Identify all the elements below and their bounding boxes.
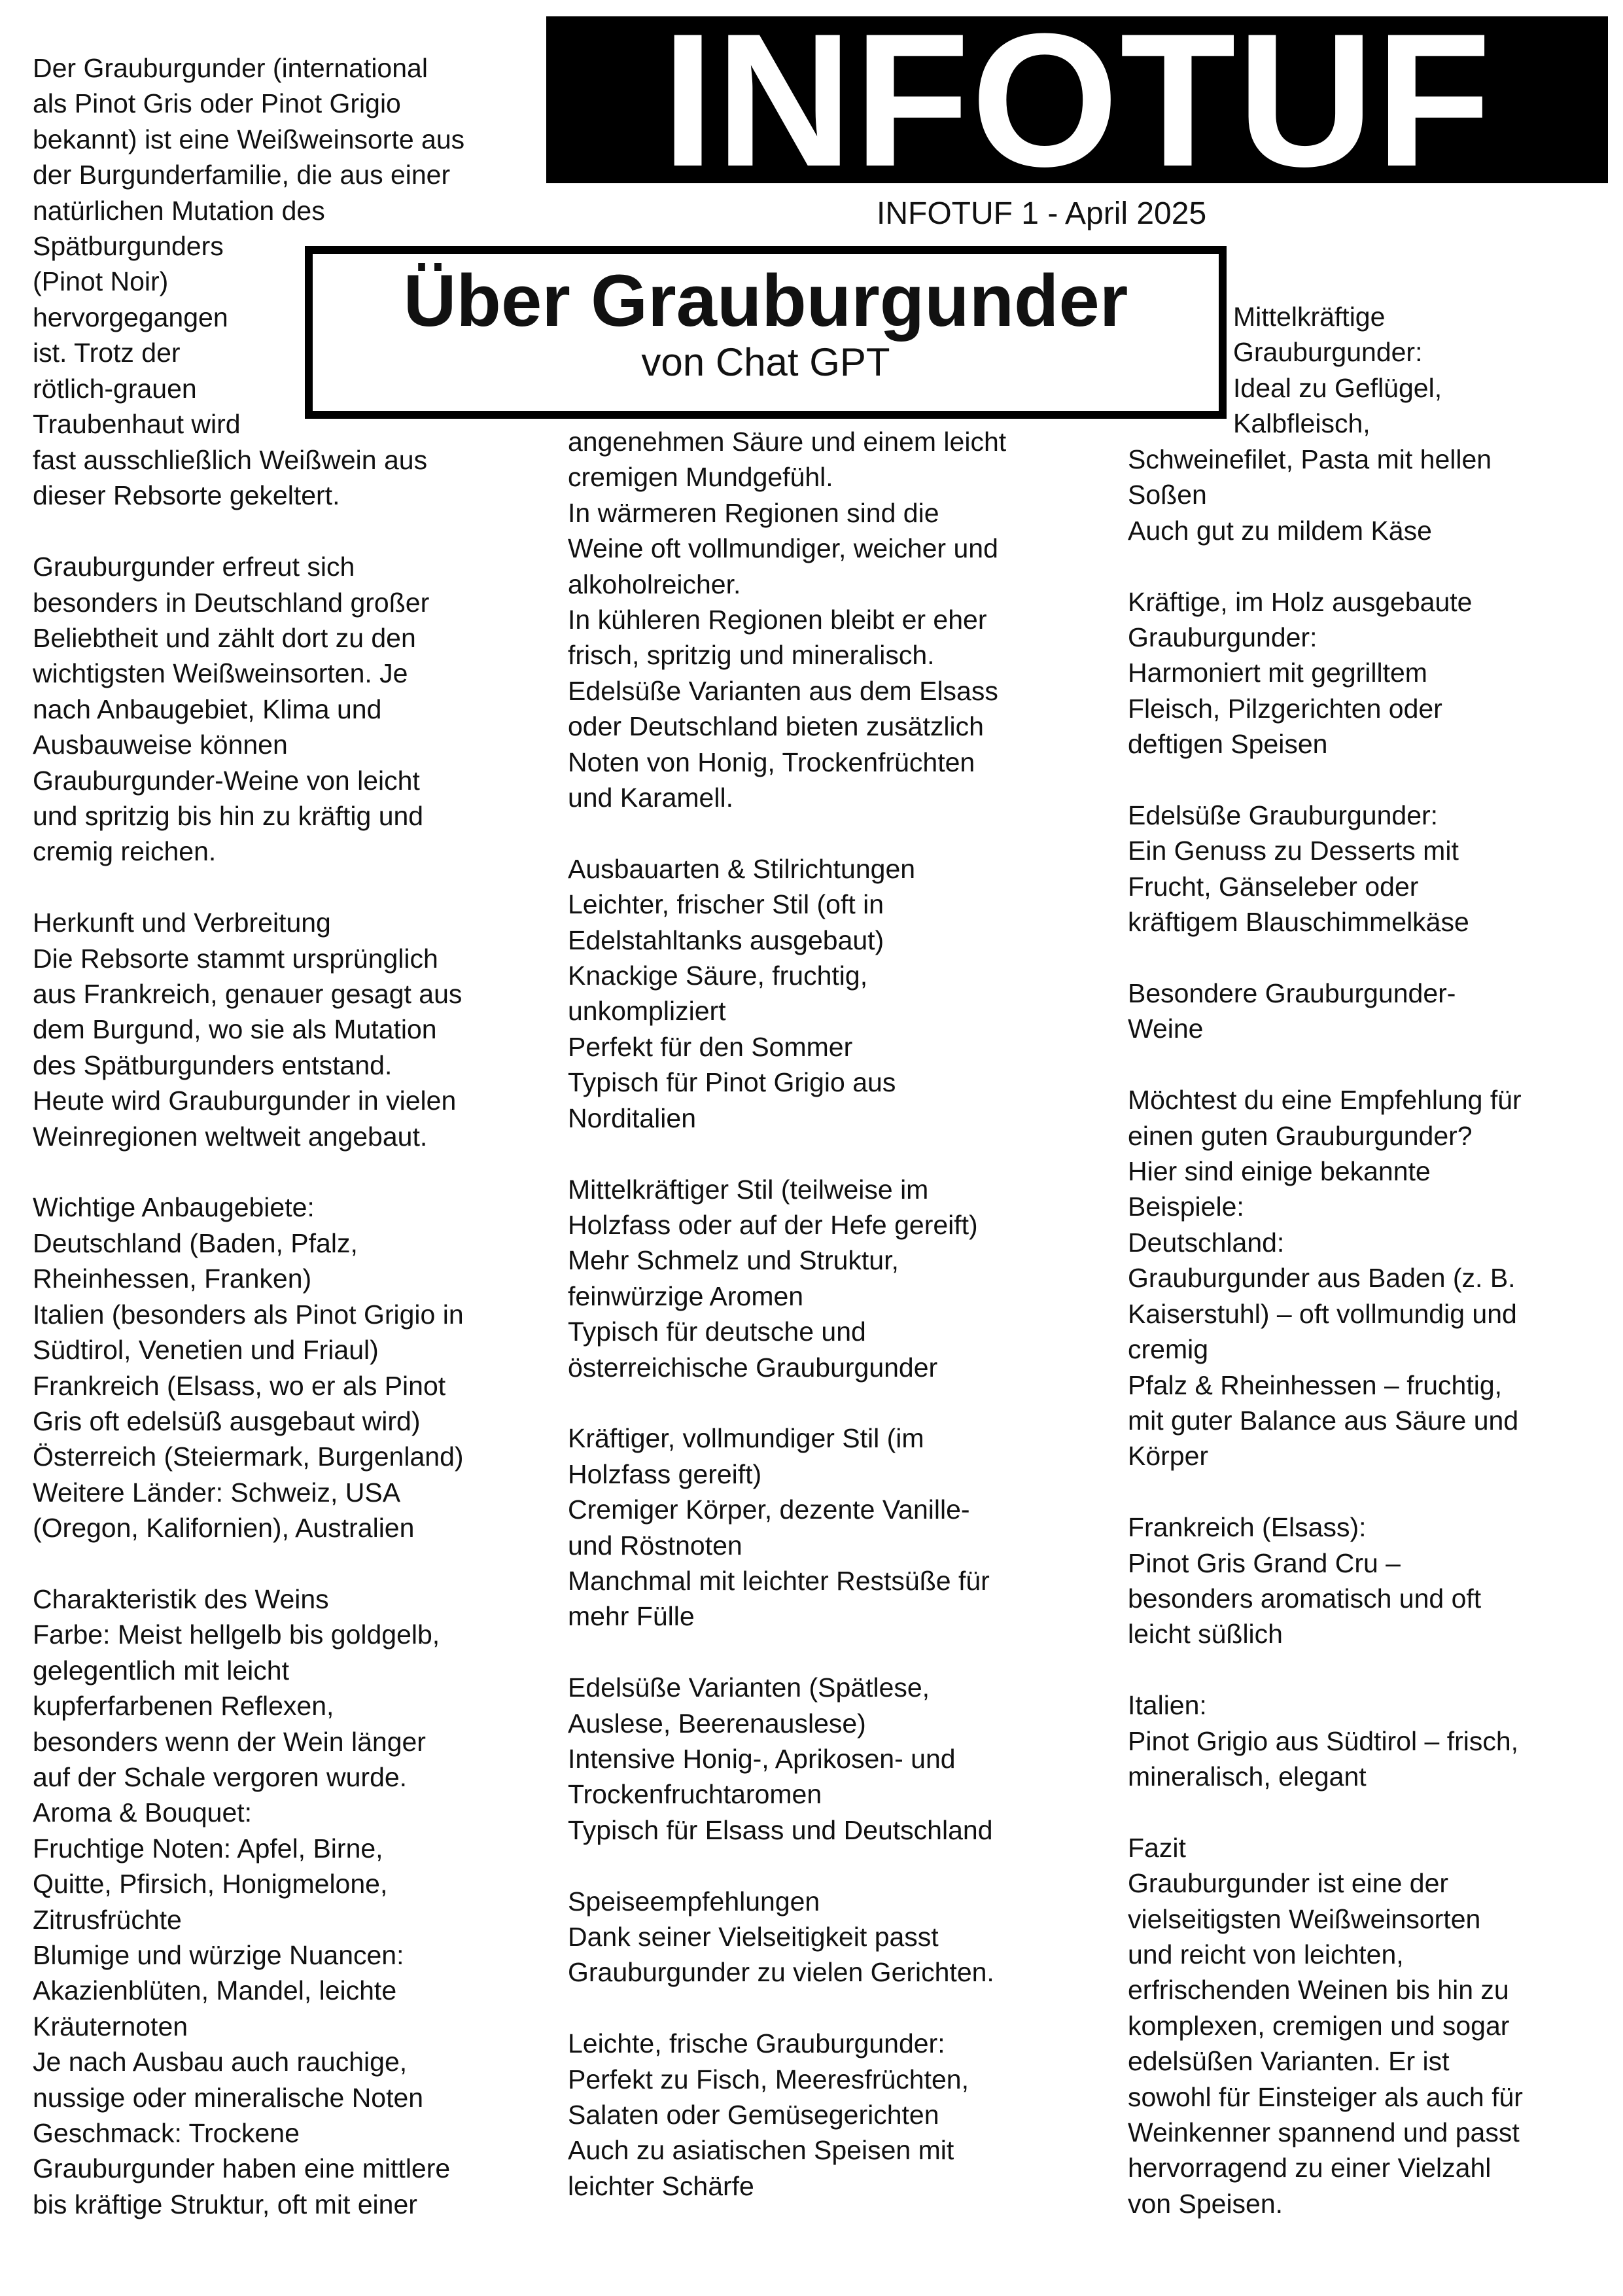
paragraph-gap <box>1128 1794 1523 1829</box>
text-line: Herkunft und Verbreitung <box>33 908 331 938</box>
text-line: Weine oft vollmundiger, weicher und <box>568 533 998 564</box>
text-line: Leichter, frischer Stil (oft in <box>568 889 884 920</box>
text-line: kupferfarbenen Reflexen, <box>33 1691 334 1722</box>
text-line: Weinkenner spannend und passt <box>1128 2117 1520 2147</box>
text-line: (Pinot Noir) <box>33 266 169 297</box>
text-line: Fleisch, Pilzgerichten oder <box>1128 693 1442 724</box>
text-line: frisch, spritzig und mineralisch. <box>568 640 935 671</box>
paragraph-gap <box>1128 1047 1523 1082</box>
text-line: Wichtige Anbaugebiete: <box>33 1192 315 1223</box>
text-line: Italien (besonders als Pinot Grigio in <box>33 1299 464 1330</box>
text-line: der Burgunderfamilie, die aus einer <box>33 160 451 190</box>
text-line: rötlich-grauen <box>33 373 197 404</box>
paragraph-gap <box>1128 1474 1523 1510</box>
text-line: cremig reichen. <box>33 836 217 867</box>
text-line: deftigen Speisen <box>1128 729 1328 760</box>
column-1-body <box>33 442 464 2222</box>
text-line: Mittelkräftige <box>1233 302 1386 332</box>
text-line: Perfekt für den Sommer <box>568 1031 853 1062</box>
text-line: und spritzig bis hin zu kräftig und <box>33 801 424 832</box>
paragraph-gap <box>33 1546 464 1581</box>
text-line: Grauburgunder: <box>1128 622 1318 653</box>
text-line: Traubenhaut wird <box>33 409 241 440</box>
text-line: dieser Rebsorte gekeltert. <box>33 480 340 511</box>
text-line: Der Grauburgunder (international <box>33 53 428 83</box>
text-line: und reicht von leichten, <box>1128 1939 1404 1969</box>
text-line: Ausbauweise können <box>33 730 288 760</box>
text-line: Pinot Grigio aus Südtirol – frisch, <box>1128 1725 1519 1756</box>
text-line: Frankreich (Elsass, wo er als Pinot <box>33 1370 446 1401</box>
text-line: Beispiele: <box>1128 1192 1244 1222</box>
text-line: Fazit <box>1128 1832 1186 1863</box>
text-line: Beliebtheit und zählt dort zu den <box>33 623 416 654</box>
text-line: mehr Fülle <box>568 1601 695 1632</box>
text-line: Hier sind einige bekannte <box>1128 1156 1431 1187</box>
text-line: Auch gut zu mildem Käse <box>1128 515 1432 546</box>
text-line: Perfekt zu Fisch, Meeresfrüchten, <box>568 2064 969 2094</box>
text-line: edelsüßen Varianten. Er ist <box>1128 2046 1450 2077</box>
paragraph-gap <box>1128 940 1523 976</box>
masthead-banner <box>546 0 1608 206</box>
text-line: Körper <box>1128 1441 1209 1472</box>
text-line: In kühleren Regionen bleibt er eher <box>568 605 987 635</box>
text-line: Heute wird Grauburgunder in vielen <box>33 1086 457 1116</box>
paragraph-gap <box>568 1848 1006 1883</box>
text-line: Kräuternoten <box>33 2011 188 2041</box>
text-line: dem Burgund, wo sie als Mutation <box>33 1014 437 1045</box>
text-line: Spätburgunders <box>33 231 224 262</box>
text-line: mineralisch, elegant <box>1128 1761 1367 1792</box>
text-line: Grauburgunder-Weine von leicht <box>33 765 420 796</box>
text-line: Manchmal mit leichter Restsüße für <box>568 1565 990 1596</box>
text-line: (Oregon, Kalifornien), Australien <box>33 1513 415 1544</box>
text-line: Grauburgunder aus Baden (z. B. <box>1128 1263 1516 1294</box>
text-line: österreichische Grauburgunder <box>568 1352 938 1383</box>
text-line: Geschmack: Trockene <box>33 2118 300 2149</box>
text-line: Norditalien <box>568 1103 696 1133</box>
headline: Über Grauburgunder <box>403 260 1128 342</box>
text-line: angenehmen Säure und einem leicht <box>568 427 1007 457</box>
paragraph-gap <box>1128 762 1523 798</box>
masthead-title: INFOTUF <box>661 0 1493 206</box>
text-line: Gris oft edelsüß ausgebaut wird) <box>33 1405 421 1436</box>
text-line: Mehr Schmelz und Struktur, <box>568 1245 899 1276</box>
text-line: Farbe: Meist hellgelb bis goldgelb, <box>33 1619 440 1650</box>
text-line: mit guter Balance aus Säure und <box>1128 1405 1519 1436</box>
text-line: Weinregionen weltweit angebaut. <box>33 1121 428 1152</box>
text-line: fast ausschließlich Weißwein aus <box>33 445 428 475</box>
text-line: Holzfass gereift) <box>568 1458 762 1489</box>
text-line: nussige oder mineralische Noten <box>33 2082 424 2113</box>
text-line: cremig <box>1128 1334 1209 1365</box>
text-line: aus Frankreich, genauer gesagt aus <box>33 979 462 1010</box>
text-line: Kalbfleisch, <box>1233 408 1370 439</box>
text-line: Ein Genuss zu Desserts mit <box>1128 836 1459 866</box>
text-line: Knackige Säure, fruchtig, <box>568 961 868 991</box>
text-line: Möchtest du eine Empfehlung für <box>1128 1085 1522 1116</box>
text-line: kräftigem Blauschimmelkäse <box>1128 907 1469 938</box>
text-line: Schweinefilet, Pasta mit hellen <box>1128 444 1492 474</box>
text-line: komplexen, cremigen und sogar <box>1128 2010 1510 2041</box>
text-line: Ideal zu Geflügel, <box>1233 372 1442 403</box>
text-line: Edelsüße Varianten aus dem Elsass <box>568 675 998 706</box>
text-line: Österreich (Steiermark, Burgenland) <box>33 1441 464 1472</box>
text-line: oder Deutschland bieten zusätzlich <box>568 711 984 742</box>
paragraph-gap <box>1128 1652 1523 1687</box>
paragraph-gap <box>568 1385 1006 1421</box>
paragraph-gap <box>568 1634 1006 1670</box>
column-2-body <box>568 424 1006 2204</box>
text-line: Rheinhessen, Franken) <box>33 1263 312 1294</box>
byline: von Chat GPT <box>641 340 890 384</box>
text-line: leicht süßlich <box>1128 1619 1283 1650</box>
text-line: einen guten Grauburgunder? <box>1128 1120 1473 1151</box>
text-line: Deutschland (Baden, Pfalz, <box>33 1227 358 1258</box>
text-line: Noten von Honig, Trockenfrüchten <box>568 747 975 777</box>
text-line: Edelsüße Varianten (Spätlese, <box>568 1672 930 1703</box>
text-line: Edelsüße Grauburgunder: <box>1128 800 1439 831</box>
text-line: Edelstahltanks ausgebaut) <box>568 925 884 955</box>
paragraph-gap <box>568 1136 1006 1171</box>
text-line: und Karamell. <box>568 783 733 813</box>
text-line: leichter Schärfe <box>568 2170 754 2201</box>
text-line: Charakteristik des Weins <box>33 1583 329 1614</box>
text-line: Kräftiger, vollmundiger Stil (im <box>568 1423 924 1454</box>
text-line: Aroma & Bouquet: <box>33 1797 253 1828</box>
text-line: Besondere Grauburgunder- <box>1128 978 1456 1009</box>
text-line: des Spätburgunders entstand. <box>33 1050 393 1080</box>
text-line: Italien: <box>1128 1690 1207 1721</box>
text-line: Cremiger Körper, dezente Vanille- <box>568 1494 970 1525</box>
text-line: Südtirol, Venetien und Friaul) <box>33 1335 379 1366</box>
text-line: als Pinot Gris oder Pinot Grigio <box>33 88 401 119</box>
text-line: Trockenfruchtaromen <box>568 1779 822 1810</box>
text-line: wichtigsten Weißweinsorten. Je <box>33 658 408 689</box>
column-3-intro <box>1233 299 1442 442</box>
text-line: Pinot Gris Grand Cru – <box>1128 1547 1401 1578</box>
text-line: feinwürzige Aromen <box>568 1280 804 1311</box>
column-3-body <box>1128 442 1523 2221</box>
text-line: Je nach Ausbau auch rauchige, <box>33 2047 408 2077</box>
text-line: Auch zu asiatischen Speisen mit <box>568 2135 954 2166</box>
text-line: Salaten oder Gemüsegerichten <box>568 2100 939 2130</box>
text-line: hervorragend zu einer Vielzahl <box>1128 2153 1492 2183</box>
issue-line: INFOTUF 1 - April 2025 <box>877 196 1207 231</box>
text-line: besonders aromatisch und oft <box>1128 1583 1482 1614</box>
text-line: Frucht, Gänseleber oder <box>1128 871 1419 902</box>
text-line: In wärmeren Regionen sind die <box>568 497 939 528</box>
text-line: Soßen <box>1128 480 1207 510</box>
paragraph-gap <box>1128 548 1523 584</box>
paragraph-gap <box>33 1154 464 1190</box>
text-line: alkoholreicher. <box>568 569 741 599</box>
text-line: Typisch für deutsche und <box>568 1316 866 1347</box>
text-line: Akazienblüten, Mandel, leichte <box>33 1975 397 2006</box>
text-line: Grauburgunder ist eine der <box>1128 1868 1449 1899</box>
text-line: Intensive Honig-, Aprikosen- und <box>568 1743 956 1774</box>
text-line: Kräftige, im Holz ausgebaute <box>1128 586 1473 617</box>
headline-box <box>305 246 1227 419</box>
text-line: besonders wenn der Wein länger <box>33 1726 426 1757</box>
text-line: auf der Schale vergoren wurde. <box>33 1761 408 1792</box>
text-line: bis kräftige Struktur, oft mit einer <box>33 2189 417 2219</box>
text-line: nach Anbaugebiet, Klima und <box>33 694 382 724</box>
text-line: Mittelkräftiger Stil (teilweise im <box>568 1174 929 1205</box>
text-line: Quitte, Pfirsich, Honigmelone, <box>33 1869 388 1899</box>
text-line: von Speisen. <box>1128 2188 1283 2219</box>
text-line: Grauburgunder zu vielen Gerichten. <box>568 1957 994 1988</box>
paragraph-gap <box>568 1990 1006 2026</box>
text-line: Holzfass oder auf der Hefe gereift) <box>568 1209 978 1240</box>
text-line: Kaiserstuhl) – oft vollmundig und <box>1128 1298 1517 1329</box>
text-line: vielseitigsten Weißweinsorten <box>1128 1903 1481 1934</box>
text-line: natürlichen Mutation des <box>33 195 325 226</box>
text-line: Ausbauarten & Stilrichtungen <box>568 853 916 884</box>
text-line: Blumige und würzige Nuancen: <box>33 1940 404 1970</box>
text-line: Grauburgunder haben eine mittlere <box>33 2153 451 2184</box>
text-line: gelegentlich mit leicht <box>33 1655 289 1686</box>
text-line: unkompliziert <box>568 996 726 1027</box>
text-line: sowohl für Einsteiger als auch für <box>1128 2081 1523 2112</box>
text-line: ist. Trotz der <box>33 338 181 368</box>
text-line: cremigen Mundgefühl. <box>568 462 833 493</box>
paragraph-gap <box>33 514 464 549</box>
text-line: Weitere Länder: Schweiz, USA <box>33 1477 401 1508</box>
text-line: Dank seiner Vielseitigkeit passt <box>568 1921 939 1952</box>
text-line: besonders in Deutschland großer <box>33 587 430 618</box>
text-line: Grauburgunder erfreut sich <box>33 552 355 582</box>
text-line: Harmoniert mit gegrilltem <box>1128 658 1427 688</box>
text-line: Fruchtige Noten: Apfel, Birne, <box>33 1833 383 1863</box>
text-line: Grauburgunder: <box>1233 337 1423 368</box>
text-line: Deutschland: <box>1128 1227 1285 1258</box>
paragraph-gap <box>568 815 1006 851</box>
text-line: hervorgegangen <box>33 302 228 332</box>
text-line: Leichte, frische Grauburgunder: <box>568 2028 945 2059</box>
paragraph-gap <box>33 870 464 905</box>
text-line: bekannt) ist eine Weißweinsorte aus <box>33 124 465 154</box>
text-line: Speiseempfehlungen <box>568 1886 820 1916</box>
text-line: Frankreich (Elsass): <box>1128 1512 1367 1543</box>
text-line: Zitrusfrüchte <box>33 1904 182 1935</box>
text-line: erfrischenden Weinen bis hin zu <box>1128 1975 1509 2005</box>
text-line: Die Rebsorte stammt ursprünglich <box>33 943 438 974</box>
text-line: und Röstnoten <box>568 1530 742 1561</box>
text-line: Typisch für Pinot Grigio aus <box>568 1067 896 1098</box>
text-line: Auslese, Beerenauslese) <box>568 1708 866 1739</box>
text-line: Pfalz & Rheinhessen – fruchtig, <box>1128 1369 1503 1400</box>
text-line: Typisch für Elsass und Deutschland <box>568 1814 993 1845</box>
text-line: Weine <box>1128 1014 1204 1044</box>
